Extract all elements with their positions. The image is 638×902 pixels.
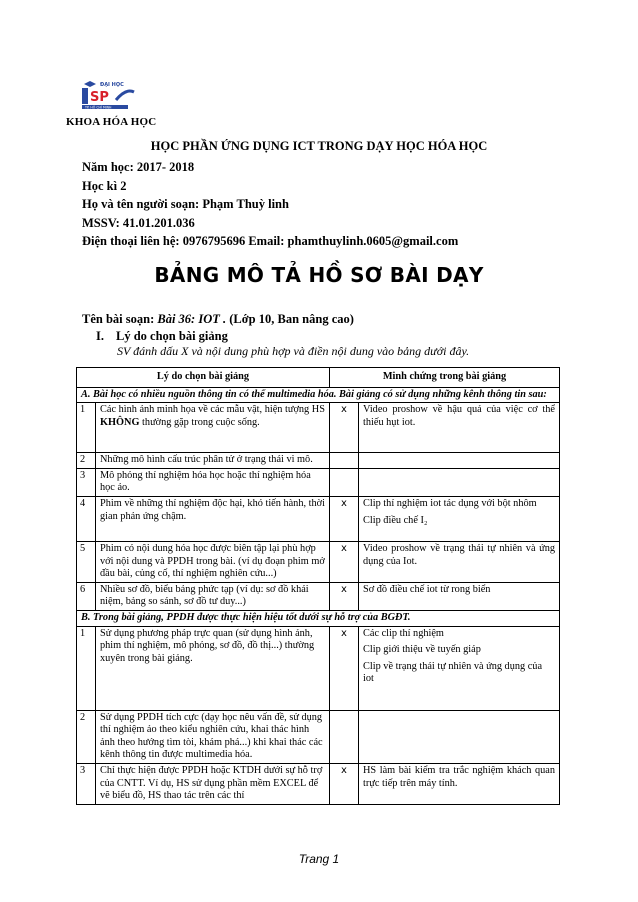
row-evidence: Clip thí nghiệm iot tác dụng với bột nhôm Clip điều chế I₂ [359, 496, 560, 541]
row-number: 6 [77, 582, 96, 610]
row-mark [330, 710, 359, 763]
row-evidence: Video proshow về hậu quả của việc cơ thể thiếu hụt iot. [359, 403, 560, 453]
instruction: SV đánh dấu X và nội dung phù hợp và điền nội dung vào bảng dưới đây. [117, 344, 470, 358]
table-row [77, 582, 560, 610]
lesson-name: Bài 36: IOT . [157, 312, 227, 326]
author-info [82, 158, 458, 251]
row-evidence: HS làm bài kiểm tra trắc nghiệm khách quan trực tiếp trên máy tính. [359, 763, 560, 804]
faculty-name: KHOA HÓA HỌC [66, 116, 157, 128]
row-number: 4 [77, 496, 96, 541]
row-reason: Chỉ thực hiện được PPDH hoặc KTDH dưới sự hỗ trợ của CNTT. Ví dụ, HS sử dụng phần mềm EXCEL để vẽ biểu đồ, HS thao tác trên các thí [96, 763, 330, 804]
section-heading [96, 329, 228, 344]
row-reason: Sử dụng PPDH tích cực (dạy học nêu vấn đề, sử dụng thí nghiệm ảo theo kiểu nghiên cứu, khai thác hình ảnh theo hướng tìm tòi, khám phá...) khi khai thác các kênh thông tin được multimedia hóa. [96, 710, 330, 763]
row-mark: x [330, 763, 359, 804]
row-number: 3 [77, 763, 96, 804]
course-title: HỌC PHẦN ỨNG DỤNG ICT TRONG DẠY HỌC HÓA HỌC [150, 139, 488, 153]
header-evidence: Minh chứng trong bài giảng [330, 368, 560, 388]
section-title: Lý do chọn bài giảng [116, 329, 228, 343]
page-number: Trang 1 [298, 852, 340, 866]
table-row [77, 468, 560, 496]
row-reason: Sử dụng phương pháp trực quan (sử dụng hình ảnh, phim thí nghiệm, mô phỏng, sơ đồ, đồ thị...) thường xuyên trong bài giảng. [96, 626, 330, 710]
row-reason: Phim có nội dung hóa học được biên tập lại phù hợp với nội dung và PPDH trong bài. (ví dụ đoạn phim mở đầu bài, củng cố, thí nghiệm nghiên cứu...) [96, 541, 330, 582]
row-mark: x [330, 626, 359, 710]
table-row [77, 496, 560, 541]
row-mark: x [330, 496, 359, 541]
row-mark: x [330, 403, 359, 453]
table-header-row [77, 368, 560, 388]
row-number: 2 [77, 710, 96, 763]
row-number: 1 [77, 626, 96, 710]
row-evidence: Sơ đồ điều chế iot từ rong biển [359, 582, 560, 610]
table-row [77, 763, 560, 804]
row-reason: Mô phỏng thí nghiệm hóa học hoặc thí nghiệm hóa học ảo. [96, 468, 330, 496]
school-year: Năm học: 2017- 2018 [82, 160, 195, 174]
row-number: 1 [77, 403, 96, 453]
row-mark [330, 468, 359, 496]
group-b-title: B. Trong bài giảng, PPDH được thực hiện hiệu tốt dưới sự hỗ trợ của BGĐT. [77, 610, 560, 626]
svg-text:ĐẠI HỌC: ĐẠI HỌC [100, 82, 124, 88]
semester: Học kì 2 [82, 178, 127, 193]
table-row [77, 710, 560, 763]
lesson-detail: (Lớp 10, Ban nâng cao) [229, 312, 354, 326]
group-b-row [77, 610, 560, 626]
table-row [77, 403, 560, 453]
header-reason: Lý do chọn bài giảng [77, 368, 330, 388]
lesson-label: Tên bài soạn: [82, 312, 155, 326]
row-reason: Phim về những thí nghiệm độc hại, khó tiến hành, thời gian phản ứng chậm. [96, 496, 330, 541]
row-number: 5 [77, 541, 96, 582]
row-number: 3 [77, 468, 96, 496]
row-mark: x [330, 582, 359, 610]
group-a-row [77, 387, 560, 403]
row-evidence [359, 468, 560, 496]
row-evidence: Các clip thí nghiệm Clip giới thiệu về tuyến giáp Clip về trạng thái tự nhiên và ứng dụng của iot [359, 626, 560, 710]
lesson-line [82, 312, 354, 327]
university-logo [76, 78, 138, 112]
group-a-title: A. Bài học có nhiều nguồn thông tin có thể multimedia hóa. Bài giảng có sử dụng những kênh thông tin sau: [77, 387, 560, 403]
reasons-table [76, 367, 560, 805]
table-row [77, 541, 560, 582]
main-title: BẢNG MÔ TẢ HỒ SƠ BÀI DẠY [154, 263, 484, 287]
row-reason: Nhiều sơ đồ, biểu bảng phức tạp (ví dụ: sơ đồ khái niệm, bảng so sánh, sơ đồ tư duy...) [96, 582, 330, 610]
table-row [77, 453, 560, 469]
contact-line: Điện thoại liên hệ: 0976795696 Email: phamthuylinh.0605@gmail.com [82, 234, 459, 248]
student-id: MSSV: 41.01.201.036 [82, 215, 195, 230]
author-name: Họ và tên người soạn: Phạm Thuỳ linh [82, 197, 289, 211]
svg-text:SP: SP [90, 90, 109, 105]
row-reason: Những mô hình cấu trúc phân tử ở trạng thái vi mô. [96, 453, 330, 469]
row-reason: Các hình ảnh minh họa về các mẫu vật, hiện tượng HS KHÔNG thường gặp trong cuộc sống. [96, 403, 330, 453]
row-number: 2 [77, 453, 96, 469]
row-evidence: Video proshow về trạng thái tự nhiên và ứng dụng của Iot. [359, 541, 560, 582]
row-evidence [359, 453, 560, 469]
row-mark [330, 453, 359, 469]
row-evidence [359, 710, 560, 763]
table-row [77, 626, 560, 710]
svg-text:TP. HỒ CHÍ MINH: TP. HỒ CHÍ MINH [85, 105, 112, 110]
row-mark: x [330, 541, 359, 582]
section-number: I. [96, 329, 104, 343]
